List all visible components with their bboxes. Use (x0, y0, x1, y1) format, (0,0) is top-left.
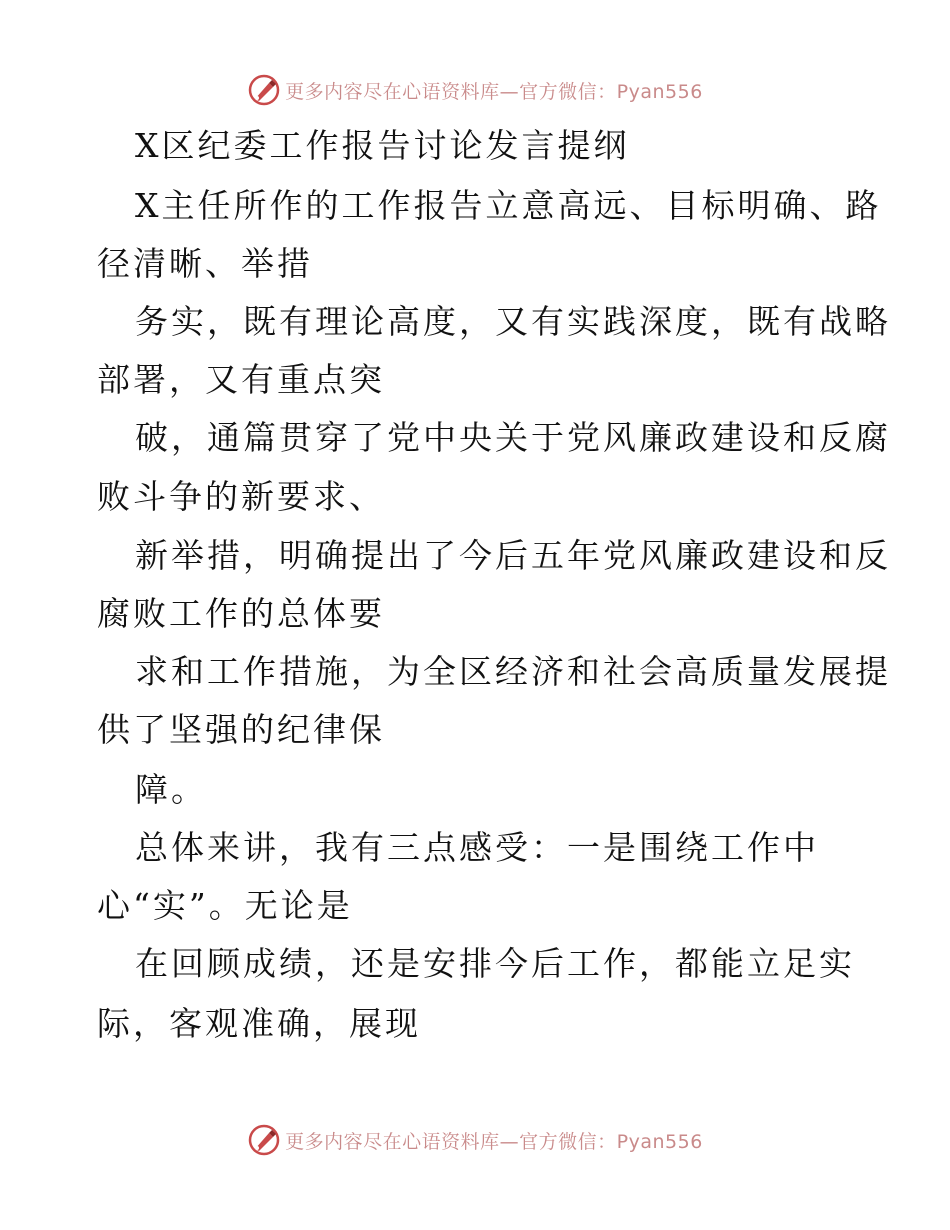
document-title: X区纪委工作报告讨论发言提纲 (135, 126, 630, 165)
text-line: 障。 (135, 770, 207, 809)
text-line: 际，客观准确，展现 (97, 1004, 421, 1043)
text-line: 败斗争的新要求、 (97, 477, 385, 516)
text-line: 心“实”。无论是 (97, 886, 353, 925)
text-line: 部署，又有重点突 (97, 360, 385, 399)
text-line: X主任所作的工作报告立意高远、目标明确、路 (135, 186, 882, 225)
text-line: 破，通篇贯穿了党中央关于党风廉政建设和反腐 (135, 418, 891, 457)
watermark-text: 更多内容尽在心语资料库—官方微信：Pyan556 (285, 1130, 703, 1153)
text-line: 务实，既有理论高度，又有实践深度，既有战略 (135, 302, 891, 341)
pen-logo-icon (247, 1123, 281, 1157)
text-line: 求和工作措施，为全区经济和社会高质量发展提 (135, 652, 891, 691)
text-line: 径清晰、举措 (97, 244, 313, 283)
watermark-text: 更多内容尽在心语资料库—官方微信：Pyan556 (285, 80, 703, 103)
footer-watermark (0, 1120, 950, 1160)
text-line: 腐败工作的总体要 (97, 594, 385, 633)
text-line: 总体来讲，我有三点感受：一是围绕工作中 (135, 828, 819, 867)
text-line: 在回顾成绩，还是安排今后工作，都能立足实 (135, 944, 855, 983)
text-line: 新举措，明确提出了今后五年党风廉政建设和反 (135, 536, 891, 575)
text-line: 供了坚强的纪律保 (97, 710, 385, 749)
